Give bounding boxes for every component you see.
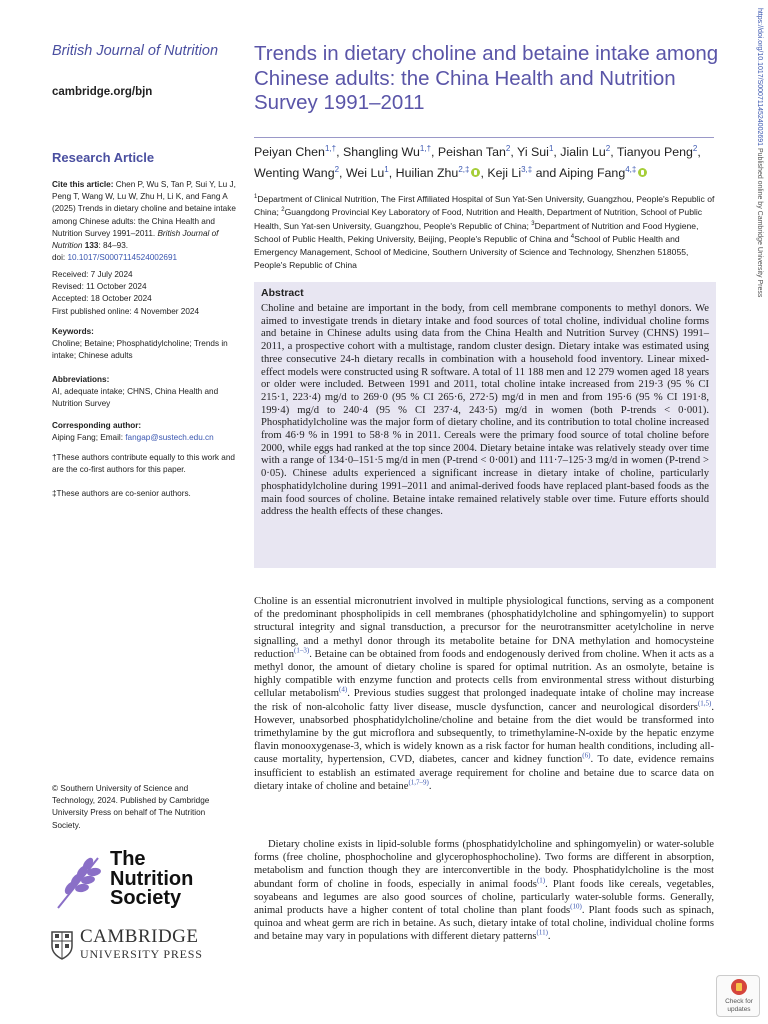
corresponding-email-link[interactable]: fangap@sustech.edu.cn xyxy=(125,433,214,443)
author-separator: , xyxy=(510,145,518,159)
author-name[interactable]: Tianyou Peng xyxy=(616,145,693,159)
citation-ref[interactable]: (10) xyxy=(570,902,582,911)
citation-ref[interactable]: (1,7–9) xyxy=(408,778,429,787)
received-date: Received: 7 July 2024 xyxy=(52,270,133,279)
author-separator: , xyxy=(553,145,561,159)
check-for-updates-badge[interactable] xyxy=(716,975,760,1017)
cambridge-university-press-logo xyxy=(50,926,210,966)
author-separator: , xyxy=(480,166,488,180)
orcid-icon[interactable] xyxy=(638,168,647,177)
author-affiliation-sup: 2 xyxy=(605,143,611,153)
university-press-wordmark: UNIVERSITY PRESS xyxy=(80,947,203,961)
corresponding-author-block xyxy=(52,420,242,444)
corresponding-heading: Corresponding author: xyxy=(52,421,142,430)
author-name[interactable]: Wei Lu xyxy=(345,166,385,180)
author-affiliation-sup: 3,‡ xyxy=(521,164,533,174)
author-separator: , xyxy=(336,145,343,159)
nutrition-society-wordmark: The Nutrition Society xyxy=(110,848,194,909)
margin-doi-text: https://doi.org/10.1017/S0007114524002691 Published online by Cambridge University Press xyxy=(756,8,763,298)
body-paragraph-1: Choline is an essential micronutrient involved in multiple physiological functions, serving as a component of the predominant phospholipids in cell membranes (phosphatidylcholine and sphingomyelin) to support structural integrity and signal transduction, a precursor for the neurotransmitter acetylcholine in nerve signalling, and a methyl donor through its metabolite betaine for DNA methylation and homocysteine reduction$^{(1-3)}$. Betaine can be obtained from foods and endogenously derived from choline. When it acts as a methyl donor, the amount of dietary choline is spared for optimal nutrition. As an osmolyte, betaine is highly compatible with enzyme function and protects cells from environmental stress without disturbing cellular metabolism$^{(4)}$. Previous studies suggest that prolonged inadequate intake of choline may increase the risk of non-alcoholic fatty liver disease, muscle dysfunction, cancer and neurological disorders$^{(1,5)}$. However, unabsorbed phosphatidylcholine/choline and betaine from the diet would be transformed into trimethylamine by the gut microflora and subsequently, to trimethylamine-N-oxide by the hepatic enzyme flavin monooxygenase-3, which is widely known as a risk factor for human health conditions, including all-cause mortality, hypertension, CVD, diabetes, cancer and kidney function$^{(6)}$. To date, evidence remains insufficient to establish an estimated average requirement for choline and betaine due to scarce data on dietary intake of choline and betaine$^{(1,7-9)}$. xyxy=(254,596,714,792)
author-affiliation-sup: 2,‡ xyxy=(458,164,470,174)
author-separator: , xyxy=(431,145,438,159)
citation-ref[interactable]: (4) xyxy=(339,685,348,694)
check-updates-label: Check for updates xyxy=(725,998,753,1013)
corresponding-name: Aiping Fang; Email: xyxy=(52,433,126,443)
author-separator: , xyxy=(697,145,701,159)
revised-date: Revised: 11 October 2024 xyxy=(52,282,147,292)
article-type-label: Research Article xyxy=(52,150,155,165)
citation-ref[interactable]: (1) xyxy=(536,876,546,885)
article-dates xyxy=(52,269,242,318)
author-affiliation-sup: 2 xyxy=(334,164,340,174)
affiliations: $^1$Department of Clinical Nutrition, The First Affiliated Hospital of Sun Yat-Sen University, Guangzhou, People's Republic of China; $^2$Guangdong Provincial Key Laboratory of Food, Nutrition and Health, Department of Nutrition, School of Public Health, Sun Yat-sen University, Guangzhou, People's Republic of China; $^3$Department of Nutrition and Food Hygiene, School of Public Health, Peking University, Beijing, People's Republic of China and $^4$School of Public Health and Emergency Management, School of Medicine, Southern University of Science and Technology, Shenzhen 518055, People's Republic of China xyxy=(254,194,715,271)
author-name[interactable]: Huilian Zhu xyxy=(395,166,459,180)
keywords-text: Choline; Betaine; Phosphatidylcholine; Trends in intake; Chinese adults xyxy=(52,339,228,361)
cambridge-wordmark: CAMBRIDGE xyxy=(80,926,199,947)
author-separator: , xyxy=(388,166,396,180)
author-separator: , xyxy=(339,166,346,180)
citation-ref[interactable]: (1,5) xyxy=(697,699,712,708)
author-affiliation-sup: 4,‡ xyxy=(625,164,637,174)
author-affiliation-sup: 1 xyxy=(548,143,554,153)
author-name[interactable]: Yi Sui xyxy=(517,145,549,159)
abstract-box xyxy=(254,282,716,568)
author-name[interactable]: Peishan Tan xyxy=(437,145,506,159)
journal-url[interactable]: cambridge.org/bjn xyxy=(52,86,153,98)
margin-doi-link[interactable]: https://doi.org/10.1017/S0007114524002691 xyxy=(756,8,763,147)
citation-block: Cite this article: Chen P, Wu S, Tan P, Sui Y, Lu J, Peng T, Wang W, Lu W, Zhu H, Li K, and Fang A (2025) Trends in dietary choline and betaine intake among Chinese adults: the China Health and Nutrition Survey 1991–2011. British Journal of Nutrition 133: 84–93. doi: 10.1017/S0007114524002691 xyxy=(52,180,236,263)
author-name[interactable]: Keji Li xyxy=(487,166,522,180)
footnote-co-first: †These authors contribute equally to this work and are the co-first authors for this paper. xyxy=(52,453,235,475)
nutrition-society-wheat-icon xyxy=(54,854,104,914)
footnote-co-senior: ‡These authors are co-senior authors. xyxy=(52,489,191,498)
keywords-heading: Keywords: xyxy=(52,327,94,336)
copyright-notice: © Southern University of Science and Technology, 2024. Published by Cambridge University Press on behalf of The Nutrition Society. xyxy=(52,784,210,830)
bookmark-icon xyxy=(731,979,747,995)
author-separator: and xyxy=(532,166,560,180)
doi-link[interactable]: 10.1017/S0007114524002691 xyxy=(67,253,178,263)
author-affiliation-sup: 1,† xyxy=(324,143,337,153)
article-title: Trends in dietary choline and betaine intake among Chinese adults: the China Health and Nutrition Survey 1991–2011 xyxy=(254,42,719,114)
author-name[interactable]: Aiping Fang xyxy=(559,166,626,180)
author-affiliation-sup: 1 xyxy=(384,164,389,174)
citation-ref[interactable]: (6) xyxy=(582,751,591,760)
citation-ref[interactable]: (11) xyxy=(536,928,548,937)
abbreviations-heading: Abbreviations: xyxy=(52,375,110,384)
abbreviations-block xyxy=(52,374,242,411)
abstract-text: Choline and betaine are important in the body, from cell membrane components to methyl donors. We aimed to investigate trends in dietary intake and food sources of total choline, individual choline forms and betaine in Chinese adults using data from the China Health and Nutrition Survey (CHNS) 1991–2011, a prospective cohort with a multistage, random cluster design. Dietary intake was estimated using three consecutive 24-h dietary recalls in combination with a household food inventory. Linear mixed-effect models were constructed using R software. A total of 11 188 men and 12 279 women aged 18 years or older were included. Between 1991 and 2011, total choline intake increased from 219·3 (95 % CI 215·1, 223·4) mg/d to 269·0 (95 % CI 265·6, 272·5) mg/d in men and from 195·6 (95 % CI 191·8, 199·4) mg/d to 240·4 (95 % CI 237·4, 243·5) mg/d in women (both P-trends < 0·001). Phosphatidylcholine was the major form of dietary choline, and its contribution to total choline increased from 46·9 % in 1991 to 58·8 % in 2011. Cereals were the primary food source of total choline before 2000, while eggs had ranked at the top since 2004. Dietary betaine intake was relatively steady over time with a range of 134·0–151·5 mg/d in men (P-trend < 0·001) and 111·7–125·3 mg/d in women (P-trend > 0·05). Chinese adults experienced a significant increase in dietary intake of choline, particularly phosphatidylcholine during 1991–2011 and animal-derived foods have replaced plant-based foods as the main food sources of choline. Betaine intake remained relatively stable over time. Future efforts should address the health effects of these changes. xyxy=(261,303,709,518)
published-date: First published online: 4 November 2024 xyxy=(52,306,200,316)
author-affiliation-sup: 2 xyxy=(692,143,698,153)
cambridge-shield-icon xyxy=(50,930,74,960)
body-paragraph-2: Dietary choline exists in lipid-soluble forms (phosphatidylcholine and sphingomyelin) or water-soluble forms (free choline, phosphocholine and glycerophosphocholine). Two forms are different in absorption, metabolism and function though they are interconvertible in the body. Phosphatidylcholine is the most abundant form of choline in foods, especially in animal foods$^{(1)}$. Plant foods like cereals, vegetables, soyabeans and legumes are also good sources of choline, particularly water-soluble forms. Generally, animal products have a higher content of total choline than plant foods$^{(10)}$. Plant foods such as spinach, quinoa and wheat germ are rich in betaine. As such, dietary intake of total choline, individual choline forms and betaine may vary in populations with different dietary patterns$^{(11)}$. xyxy=(254,839,714,943)
author-name[interactable]: Shangling Wu xyxy=(342,145,420,159)
citation-ref[interactable]: (1–3) xyxy=(294,646,310,655)
author-affiliation-sup: 1,† xyxy=(419,143,432,153)
title-divider xyxy=(254,137,714,138)
cite-label: Cite this article: xyxy=(52,180,114,189)
journal-name: British Journal of Nutrition xyxy=(52,43,219,59)
author-name[interactable]: Wenting Wang xyxy=(254,166,335,180)
abbreviations-text: AI, adequate intake; CHNS, China Health and Nutrition Survey xyxy=(52,387,219,409)
author-separator: , xyxy=(610,145,617,159)
author-affiliation-sup: 2 xyxy=(505,143,511,153)
margin-doi-strip xyxy=(754,8,768,308)
author-list xyxy=(254,142,716,184)
author-name[interactable]: Peiyan Chen xyxy=(254,145,325,159)
nutrition-society-logo xyxy=(54,850,214,920)
accepted-date: Accepted: 18 October 2024 xyxy=(52,294,152,304)
keywords-block xyxy=(52,326,242,363)
abstract-heading: Abstract xyxy=(261,287,304,299)
author-name[interactable]: Jialin Lu xyxy=(560,145,606,159)
